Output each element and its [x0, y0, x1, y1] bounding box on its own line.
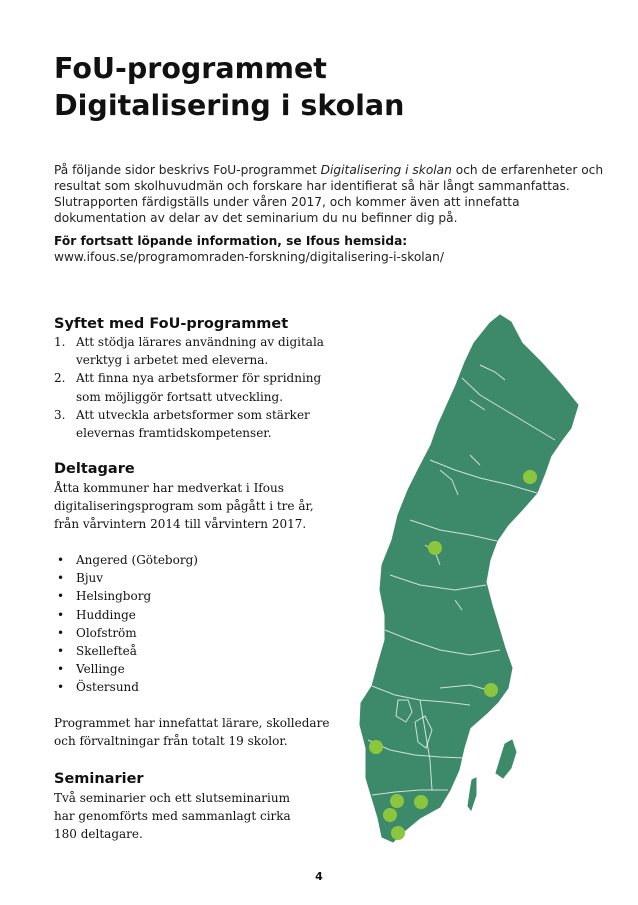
list-item: • Huddinge: [54, 606, 198, 624]
marker-vellinge: [391, 826, 405, 840]
deltagare-text: [54, 479, 324, 534]
title-line-1: FoU-programmet: [54, 52, 327, 85]
seminarier-text: [54, 789, 324, 844]
list-item: [54, 369, 334, 405]
deltagare-heading: Deltagare: [54, 461, 135, 477]
program-text: [54, 714, 330, 750]
marker-huddinge: [484, 683, 498, 697]
kommuner-list: [54, 551, 198, 697]
info-url-link[interactable]: www.ifous.se/programomraden-forskning/digitalisering-i-skolan/: [54, 250, 444, 264]
gotland-island: [496, 740, 516, 778]
text-line: har genomförts med sammanlagt cirka: [54, 809, 291, 824]
text-line: Programmet har innefattat lärare, skolledare: [54, 716, 330, 730]
list-item: • Angered (Göteborg): [54, 551, 198, 569]
intro-text-end: och de erfarenheter och resultat som skolhuvudmän och forskare har identifierat så här långt sammanfattas. Slutrapporten färdigställs under våren 2017, och kommer även att innefatta dokumentation av delar av det seminarium du nu befinner dig på.: [54, 163, 604, 225]
text-line: och förvaltningar från totalt 19 skolor.: [54, 734, 288, 749]
marker-olofstrom: [414, 795, 428, 809]
info-heading: För fortsatt löpande information, se Ifous hemsida:: [54, 234, 408, 248]
marker-bjuv: [390, 794, 404, 808]
syftet-heading: Syftet med FoU-programmet: [54, 316, 289, 332]
list-item: [54, 406, 334, 442]
list-item-text: Att stödja lärares användning av digitala: [76, 335, 324, 349]
list-item-text: Att utveckla arbetsformer som stärker: [76, 407, 310, 422]
list-item-number: 2.: [54, 371, 66, 386]
list-item: • Bjuv: [54, 569, 198, 587]
title-line-2: Digitalisering i skolan: [54, 89, 405, 122]
marker-angered: [369, 740, 383, 754]
intro-program-name: Digitalisering i skolan: [320, 163, 452, 177]
marker-skelleftea: [523, 470, 537, 484]
list-item-number: 1.: [54, 335, 66, 349]
text-line: från vårvintern 2014 till vårvintern 2017.: [54, 517, 307, 532]
marker-helsingborg: [383, 808, 397, 822]
syftet-list: [54, 333, 334, 442]
list-item-number: 3.: [54, 407, 66, 422]
sweden-mainland: [360, 315, 578, 842]
intro-text-start: På följande sidor beskrivs FoU-programmet: [54, 163, 321, 177]
sweden-map: [345, 300, 595, 845]
text-line: Åtta kommuner har medverkat i Ifous: [54, 481, 284, 495]
seminarier-heading: Seminarier: [54, 771, 144, 787]
list-item: [54, 333, 334, 369]
list-item-text: Att finna nya arbetsformer för spridning: [76, 371, 322, 386]
text-line: digitaliseringsprogram som pågått i tre år,: [54, 499, 314, 514]
list-item: • Östersund: [54, 678, 198, 696]
text-line: 180 deltagare.: [54, 827, 143, 842]
marker-ostersund: [428, 541, 442, 555]
list-item-text: elevernas framtidskompetenser.: [76, 426, 272, 441]
list-item: • Olofström: [54, 624, 198, 642]
oland-island: [468, 778, 476, 810]
page-number: 4: [315, 870, 323, 883]
list-item-text: som möjliggör fortsatt utveckling.: [76, 389, 284, 404]
intro-paragraph: [54, 162, 614, 226]
list-item-text: verktyg i arbetet med eleverna.: [76, 353, 269, 368]
text-line: Två seminarier och ett slutseminarium: [54, 791, 290, 805]
list-item: • Helsingborg: [54, 587, 198, 605]
list-item: • Skellefteå: [54, 642, 198, 660]
list-item: • Vellinge: [54, 660, 198, 678]
page-title: [54, 50, 594, 124]
